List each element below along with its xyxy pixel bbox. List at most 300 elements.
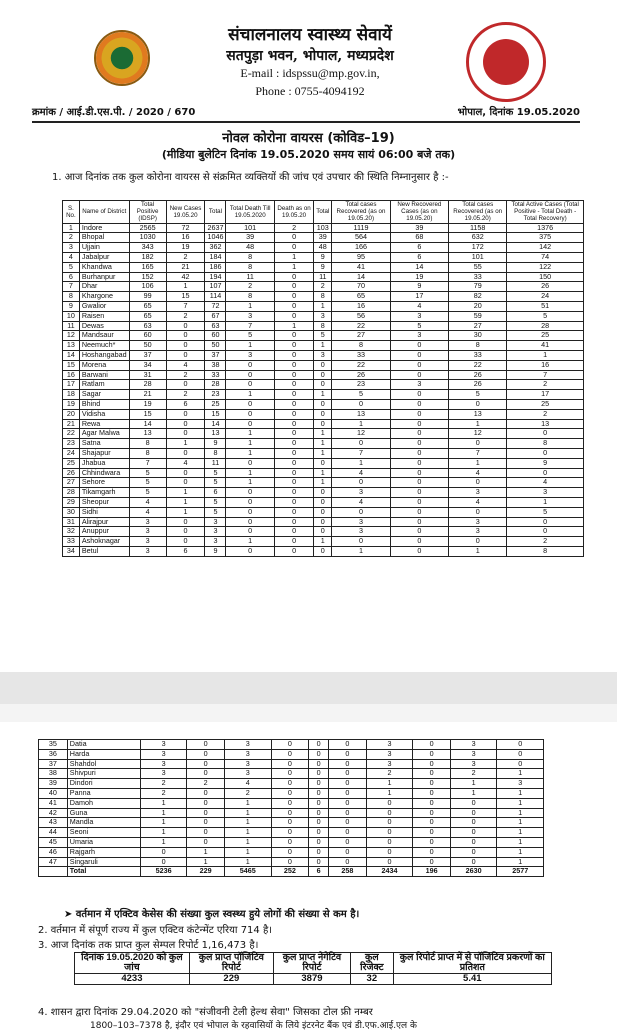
table-cell: 5 xyxy=(314,331,332,341)
district-name: Sheopur xyxy=(79,497,129,507)
table-cell: 5 xyxy=(449,390,507,400)
table-cell: 3 xyxy=(332,527,390,537)
table-cell: 38 xyxy=(39,769,68,779)
table-cell: 51 xyxy=(507,301,584,311)
table-cell: 0 xyxy=(187,788,225,798)
table-cell: 0 xyxy=(390,517,448,527)
point-one-text: 1. आज दिनांक तक कुल कोरोना वायरस से संक्रमित व्यक्तियों की जांच एवं उपचार की स्थिति निम्नानुसार है :- xyxy=(52,172,449,183)
table-row xyxy=(63,546,584,556)
table-cell: 0 xyxy=(390,350,448,360)
table-cell: 1 xyxy=(226,429,274,439)
table-cell: 26 xyxy=(332,370,390,380)
table-row xyxy=(39,749,544,759)
table-cell: 1 xyxy=(226,301,274,311)
table-row xyxy=(39,740,544,750)
table-cell: 0 xyxy=(450,828,497,838)
column-header: Total cases Recovered (as on 19.05.20) xyxy=(449,201,507,224)
table-cell: 11 xyxy=(63,321,80,331)
table-cell: 0 xyxy=(274,331,313,341)
table-cell: 1 xyxy=(166,507,205,517)
table-cell: 3 xyxy=(140,759,187,769)
table-cell: 19 xyxy=(129,399,166,409)
table-cell: 9 xyxy=(507,458,584,468)
table-cell: 11 xyxy=(205,458,226,468)
table-cell: 68 xyxy=(390,233,448,243)
table-cell: 0 xyxy=(390,458,448,468)
table-cell: 65 xyxy=(332,292,390,302)
table-cell: 0 xyxy=(449,399,507,409)
table-row xyxy=(63,497,584,507)
table-cell: 1 xyxy=(225,818,272,828)
table-cell: 0 xyxy=(366,828,413,838)
district-table-part2 xyxy=(38,739,544,877)
table-cell: 3 xyxy=(226,350,274,360)
table-cell: 16 xyxy=(507,360,584,370)
table-cell: 0 xyxy=(390,439,448,449)
table-cell: 0 xyxy=(166,409,205,419)
table-cell: 50 xyxy=(205,341,226,351)
district-name: Gwalior xyxy=(79,301,129,311)
total-cell: 252 xyxy=(271,867,309,877)
district-name: Umaria xyxy=(67,837,140,847)
table-cell: 1 xyxy=(314,439,332,449)
table-cell: 0 xyxy=(274,272,313,282)
table-cell: 99 xyxy=(129,292,166,302)
table-cell: 46 xyxy=(39,847,68,857)
nrhm-logo-icon xyxy=(466,22,546,102)
table-cell: 0 xyxy=(274,282,313,292)
table-cell: 14 xyxy=(129,419,166,429)
district-name: Anuppur xyxy=(79,527,129,537)
table-cell: 15 xyxy=(166,292,205,302)
table-row xyxy=(63,262,584,272)
table-cell: 38 xyxy=(205,360,226,370)
district-name: Hoshangabad xyxy=(79,350,129,360)
table-cell: 34 xyxy=(63,546,80,556)
table-cell: 24 xyxy=(507,292,584,302)
table-cell: 0 xyxy=(271,749,309,759)
table-cell: 3 xyxy=(390,311,448,321)
table-cell: 0 xyxy=(332,537,390,547)
table-cell: 28 xyxy=(63,488,80,498)
table-cell: 1 xyxy=(332,419,390,429)
table-cell: 5 xyxy=(129,478,166,488)
table-cell: 3 xyxy=(205,527,226,537)
table-cell: 343 xyxy=(129,243,166,253)
table-cell: 1 xyxy=(314,448,332,458)
table-cell: 0 xyxy=(274,527,313,537)
district-name: Indore xyxy=(79,223,129,233)
table-cell: 3 xyxy=(205,517,226,527)
district-name: Raisen xyxy=(79,311,129,321)
table-cell: 0 xyxy=(390,507,448,517)
table-cell: 1046 xyxy=(205,233,226,243)
table-cell: 166 xyxy=(332,243,390,253)
table-cell: 2 xyxy=(507,409,584,419)
table-cell: 3 xyxy=(332,488,390,498)
table-cell: 3 xyxy=(140,749,187,759)
table-cell: 0 xyxy=(274,458,313,468)
table-cell: 42 xyxy=(39,808,68,818)
district-name: Bhopal xyxy=(79,233,129,243)
table-cell: 2 xyxy=(140,779,187,789)
table-cell: 0 xyxy=(187,798,225,808)
table-cell: 0 xyxy=(187,828,225,838)
table-cell: 0 xyxy=(366,808,413,818)
table-cell: 10 xyxy=(63,311,80,321)
table-cell: 27 xyxy=(449,321,507,331)
table-cell: 0 xyxy=(226,419,274,429)
district-name: Barwani xyxy=(79,370,129,380)
table-cell: 0 xyxy=(226,458,274,468)
table-cell: 0 xyxy=(226,527,274,537)
table-cell: 5 xyxy=(226,331,274,341)
table-cell: 0 xyxy=(390,360,448,370)
table-cell: 5 xyxy=(332,390,390,400)
district-name: Bhind xyxy=(79,399,129,409)
table-cell: 2 xyxy=(507,380,584,390)
table-cell: 0 xyxy=(274,429,313,439)
district-name: Ujjain xyxy=(79,243,129,253)
table-cell: 0 xyxy=(274,497,313,507)
table-cell: 7 xyxy=(507,370,584,380)
table-cell: 0 xyxy=(329,788,367,798)
table-cell: 0 xyxy=(314,370,332,380)
table-cell: 1 xyxy=(225,857,272,867)
table-cell: 0 xyxy=(274,311,313,321)
table-cell: 0 xyxy=(413,798,451,808)
table-cell: 0 xyxy=(274,517,313,527)
table-cell: 0 xyxy=(390,468,448,478)
table-cell: 0 xyxy=(329,828,367,838)
table-cell: 1 xyxy=(449,458,507,468)
table-cell: 22 xyxy=(449,360,507,370)
table-cell: 0 xyxy=(413,759,451,769)
table-cell: 14 xyxy=(63,350,80,360)
table-cell: 24 xyxy=(63,448,80,458)
table-cell: 0 xyxy=(271,769,309,779)
table-cell: 0 xyxy=(187,769,225,779)
table-cell: 186 xyxy=(205,262,226,272)
table-cell: 0 xyxy=(274,292,313,302)
table-cell: 1 xyxy=(497,837,544,847)
column-header: Total Positive (IDSP) xyxy=(129,201,166,224)
table-cell: 0 xyxy=(274,360,313,370)
table-cell: 15 xyxy=(129,409,166,419)
district-name: Shajapur xyxy=(79,448,129,458)
table-cell: 0 xyxy=(413,808,451,818)
table-cell: 2 xyxy=(166,390,205,400)
total-cell xyxy=(39,867,68,877)
table-cell: 0 xyxy=(274,409,313,419)
table-cell: 48 xyxy=(226,243,274,253)
table-cell: 107 xyxy=(205,282,226,292)
table-cell: 0 xyxy=(274,390,313,400)
column-header: Total cases Recovered (as on 19.05.20) xyxy=(332,201,390,224)
table-cell: 33 xyxy=(449,272,507,282)
table-cell: 1 xyxy=(140,828,187,838)
table-cell: 8 xyxy=(226,292,274,302)
table-row xyxy=(39,788,544,798)
table-cell: 11 xyxy=(226,272,274,282)
table-cell: 0 xyxy=(390,546,448,556)
table-cell: 2 xyxy=(450,769,497,779)
table-cell: 2 xyxy=(507,537,584,547)
table-cell: 0 xyxy=(390,419,448,429)
sample-header-row xyxy=(75,953,552,974)
table-cell: 44 xyxy=(39,828,68,838)
table-cell: 1 xyxy=(225,837,272,847)
table-cell: 82 xyxy=(449,292,507,302)
district-name: Datia xyxy=(67,740,140,750)
table-cell: 50 xyxy=(129,341,166,351)
table-cell: 1 xyxy=(225,828,272,838)
table-cell: 2 xyxy=(166,253,205,263)
table-cell: 0 xyxy=(366,857,413,867)
table-cell: 25 xyxy=(63,458,80,468)
table-row xyxy=(63,409,584,419)
table-cell: 0 xyxy=(314,360,332,370)
total-cell: 5236 xyxy=(140,867,187,877)
table-cell: 0 xyxy=(271,740,309,750)
table-cell: 1 xyxy=(274,262,313,272)
place-date: भोपाल, दिनांक 19.05.2020 xyxy=(457,107,580,118)
table-cell: 0 xyxy=(329,769,367,779)
table-cell: 39 xyxy=(39,779,68,789)
table-row xyxy=(63,439,584,449)
table-cell: 5 xyxy=(507,507,584,517)
table-cell: 0 xyxy=(332,507,390,517)
table-cell: 0 xyxy=(390,390,448,400)
sample-header: कुल रिपोर्ट प्राप्त में से पॉजिटिव प्रकरणों का प्रतिशत xyxy=(393,953,551,974)
table-cell: 0 xyxy=(449,478,507,488)
table-cell: 8 xyxy=(226,262,274,272)
table-cell: 0 xyxy=(271,828,309,838)
table-cell: 2637 xyxy=(205,223,226,233)
table-cell: 0 xyxy=(187,759,225,769)
table-cell: 1 xyxy=(225,847,272,857)
table-cell: 17 xyxy=(63,380,80,390)
table-cell: 3 xyxy=(225,749,272,759)
table-cell: 1 xyxy=(226,439,274,449)
table-cell: 1 xyxy=(497,808,544,818)
page-gap-lower xyxy=(0,704,617,722)
table-cell: 632 xyxy=(449,233,507,243)
column-header: Total Active Cases (Total Positive - Total Death - Total Recovery) xyxy=(507,201,584,224)
table-cell: 0 xyxy=(187,818,225,828)
table-cell: 26 xyxy=(63,468,80,478)
table-cell: 13 xyxy=(205,429,226,439)
table-cell: 13 xyxy=(332,409,390,419)
district-name: Vidisha xyxy=(79,409,129,419)
district-name: Jabalpur xyxy=(79,253,129,263)
table-cell: 0 xyxy=(274,537,313,547)
table-cell: 9 xyxy=(205,439,226,449)
table-cell: 2 xyxy=(140,788,187,798)
district-name: Neemuch* xyxy=(79,341,129,351)
table-cell: 3 xyxy=(129,537,166,547)
table-cell: 0 xyxy=(507,448,584,458)
table-cell: 0 xyxy=(140,847,187,857)
table-cell: 15 xyxy=(205,409,226,419)
table-cell: 40 xyxy=(39,788,68,798)
table-cell: 5 xyxy=(205,478,226,488)
table-cell: 72 xyxy=(166,223,205,233)
column-header: New Cases 19.05.20 xyxy=(166,201,205,224)
table-cell: 3 xyxy=(129,527,166,537)
table-cell: 0 xyxy=(226,370,274,380)
district-name: Mandla xyxy=(67,818,140,828)
table-cell: 33 xyxy=(449,350,507,360)
district-name: Sidhi xyxy=(79,507,129,517)
table-cell: 3 xyxy=(129,517,166,527)
column-header: Total Death Till 19.05.2020 xyxy=(226,201,274,224)
table-cell: 43 xyxy=(39,818,68,828)
table-cell: 5 xyxy=(129,468,166,478)
column-header: New Recovered Cases (as on 19.05.20) xyxy=(390,201,448,224)
table-cell: 8 xyxy=(507,439,584,449)
table-cell: 9 xyxy=(314,262,332,272)
table-cell: 0 xyxy=(226,507,274,517)
district-name: Betul xyxy=(79,546,129,556)
table-cell: 0 xyxy=(187,808,225,818)
table-cell: 0 xyxy=(450,847,497,857)
district-name: Shivpuri xyxy=(67,769,140,779)
table-cell: 0 xyxy=(390,478,448,488)
table-cell: 74 xyxy=(507,253,584,263)
table-cell: 42 xyxy=(166,272,205,282)
table-cell: 5 xyxy=(205,507,226,517)
district-name: Dewas xyxy=(79,321,129,331)
table-cell: 30 xyxy=(449,331,507,341)
table-cell: 17 xyxy=(390,292,448,302)
table-cell: 1 xyxy=(366,779,413,789)
table-cell: 0 xyxy=(166,419,205,429)
table-cell: 16 xyxy=(332,301,390,311)
table-cell: 152 xyxy=(129,272,166,282)
table-cell: 1 xyxy=(274,253,313,263)
table-cell: 1 xyxy=(450,788,497,798)
table-cell: 1 xyxy=(187,857,225,867)
table-cell: 0 xyxy=(507,527,584,537)
table-cell: 0 xyxy=(413,779,451,789)
table-cell: 0 xyxy=(449,507,507,517)
table-cell: 79 xyxy=(449,282,507,292)
table-cell: 0 xyxy=(166,478,205,488)
table-row xyxy=(39,779,544,789)
table-cell: 0 xyxy=(187,740,225,750)
table-cell: 0 xyxy=(274,478,313,488)
table-cell: 6 xyxy=(166,399,205,409)
table-cell: 3 xyxy=(449,488,507,498)
district-name: Sehore xyxy=(79,478,129,488)
table-cell: 184 xyxy=(205,253,226,263)
table-cell: 122 xyxy=(507,262,584,272)
table-cell: 8 xyxy=(129,448,166,458)
table-cell: 0 xyxy=(366,847,413,857)
table-cell: 0 xyxy=(413,749,451,759)
table-cell: 182 xyxy=(129,253,166,263)
table-cell: 1 xyxy=(314,429,332,439)
table-cell: 1 xyxy=(314,390,332,400)
organization-address: सतपुड़ा भवन, भोपाल, मध्यप्रदेश xyxy=(226,48,394,64)
table-cell: 19 xyxy=(390,272,448,282)
table-cell: 7 xyxy=(63,282,80,292)
table-cell: 3 xyxy=(507,488,584,498)
district-name: Dindori xyxy=(67,779,140,789)
district-name: Mandsaur xyxy=(79,331,129,341)
district-name: Morena xyxy=(79,360,129,370)
table-cell: 0 xyxy=(413,740,451,750)
table-row xyxy=(63,507,584,517)
organization-phone: Phone : 0755-4094192 xyxy=(255,84,365,98)
table-cell: 0 xyxy=(413,828,451,838)
total-cell: 229 xyxy=(187,867,225,877)
total-cell: Total xyxy=(67,867,140,877)
table-cell: 0 xyxy=(274,341,313,351)
table-cell: 1030 xyxy=(129,233,166,243)
table-cell: 0 xyxy=(274,243,313,253)
table-cell: 39 xyxy=(390,223,448,233)
table-cell: 0 xyxy=(166,429,205,439)
table-cell: 0 xyxy=(314,409,332,419)
table-cell: 0 xyxy=(271,808,309,818)
table-cell: 0 xyxy=(187,837,225,847)
table-cell: 13 xyxy=(507,419,584,429)
table-row xyxy=(63,399,584,409)
table-cell: 1119 xyxy=(332,223,390,233)
table-row xyxy=(39,798,544,808)
table-cell: 2 xyxy=(166,311,205,321)
table-cell: 0 xyxy=(271,779,309,789)
table-cell: 0 xyxy=(309,828,329,838)
department-logo-icon xyxy=(94,30,150,86)
table-cell: 33 xyxy=(63,537,80,547)
table-cell: 41 xyxy=(332,262,390,272)
district-name: Singaruli xyxy=(67,857,140,867)
total-row xyxy=(39,867,544,877)
table-cell: 3 xyxy=(366,740,413,750)
district-name: Agar Malwa xyxy=(79,429,129,439)
table-cell: 0 xyxy=(329,798,367,808)
table-cell: 1 xyxy=(226,468,274,478)
district-name: Jhabua xyxy=(79,458,129,468)
table-cell: 27 xyxy=(332,331,390,341)
table-cell: 2 xyxy=(366,769,413,779)
table-cell: 23 xyxy=(332,380,390,390)
table-cell: 1 xyxy=(497,798,544,808)
table-cell: 1 xyxy=(314,341,332,351)
table-cell: 21 xyxy=(63,419,80,429)
table-cell: 5 xyxy=(205,468,226,478)
table-cell: 17 xyxy=(507,390,584,400)
table-cell: 14 xyxy=(332,272,390,282)
table-cell: 0 xyxy=(314,399,332,409)
table-cell: 1 xyxy=(332,546,390,556)
table-cell: 3 xyxy=(449,527,507,537)
table-cell: 0 xyxy=(274,380,313,390)
table-cell: 67 xyxy=(205,311,226,321)
table-cell: 33 xyxy=(205,370,226,380)
organization-name: संचालनालय स्वास्थ्य सेवायें xyxy=(228,25,392,45)
table-cell: 5 xyxy=(63,262,80,272)
table-cell: 22 xyxy=(332,360,390,370)
table-cell: 0 xyxy=(166,537,205,547)
table-cell: 5 xyxy=(205,497,226,507)
table-cell: 0 xyxy=(390,370,448,380)
district-name: Shahdol xyxy=(67,759,140,769)
table-cell: 1 xyxy=(63,223,80,233)
